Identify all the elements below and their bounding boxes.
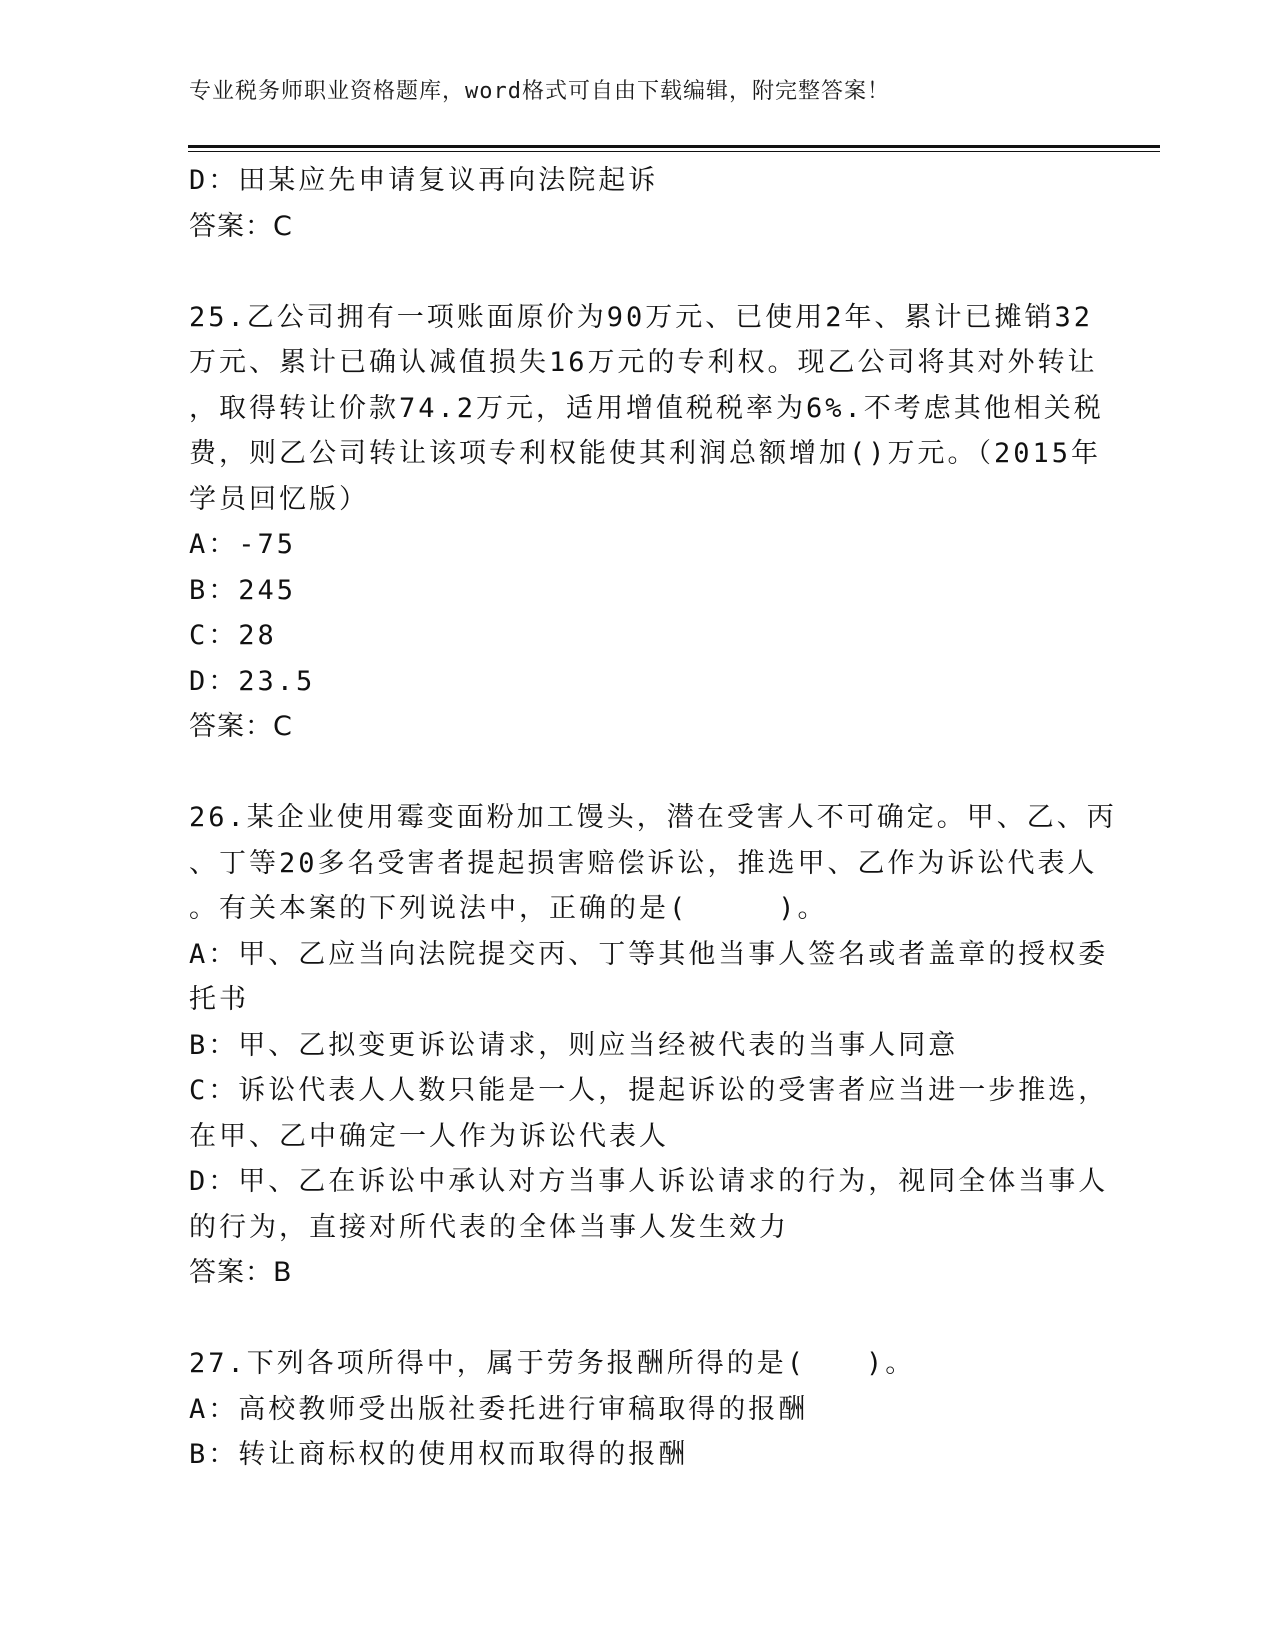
q27-option-b: B：转让商标权的使用权而取得的报酬 [189, 1439, 689, 1470]
q26-option-a-cont: 托书 [189, 984, 249, 1015]
q27-option-a: A：高校教师受出版社委托进行审稿取得的报酬 [189, 1393, 809, 1425]
page-header: 专业税务师职业资格题库，word格式可自由下载编辑，附完整答案！ [189, 79, 890, 104]
q26-option-c-cont: 在甲、乙中确定一人作为诉讼代表人 [189, 1120, 669, 1152]
header-rule-thin [188, 151, 1160, 152]
q25-stem-line: 25.乙公司拥有一项账面原价为90万元、已使用2年、累计已摊销32 [189, 301, 1094, 333]
q25-stem-line: 费，则乙公司转让该项专利权能使其利润总额增加()万元。（2015年 [189, 438, 1102, 469]
q25-answer: 答案：C [189, 711, 293, 742]
q26-option-d-cont: 的行为，直接对所代表的全体当事人发生效力 [189, 1211, 789, 1243]
document-body [189, 158, 1117, 1478]
q25-option-a: A：-75 [189, 529, 297, 560]
q25-option-b: B：245 [189, 574, 297, 606]
header-rule-thick [188, 145, 1160, 148]
q25-stem-line: 万元、累计已确认减值损失16万元的专利权。现乙公司将其对外转让 [189, 347, 1098, 378]
q26-stem-line: 、丁等20多名受害者提起损害赔偿诉讼，推选甲、乙作为诉讼代表人 [189, 847, 1098, 879]
prev-answer: 答案：C [189, 210, 293, 242]
q26-option-d: D：甲、乙在诉讼中承认对方当事人诉讼请求的行为，视同全体当事人 [189, 1166, 1109, 1197]
q27-stem-line: 27.下列各项所得中，属于劳务报酬所得的是( )。 [189, 1348, 916, 1379]
prev-option-d: D：田某应先申请复议再向法院起诉 [189, 165, 659, 196]
q25-option-d: D：23.5 [189, 665, 316, 697]
q26-stem-line: 26.某企业使用霉变面粉加工馒头，潜在受害人不可确定。甲、乙、丙 [189, 802, 1117, 833]
q26-option-b: B：甲、乙拟变更诉讼请求，则应当经被代表的当事人同意 [189, 1029, 959, 1061]
spacer [189, 750, 1089, 796]
q26-option-c: C：诉讼代表人人数只能是一人，提起诉讼的受害者应当进一步推选， [189, 1075, 1109, 1106]
q26-option-a: A：甲、乙应当向法院提交丙、丁等其他当事人签名或者盖章的授权委 [189, 938, 1109, 970]
spacer [189, 249, 1089, 295]
q25-option-c: C：28 [189, 620, 277, 651]
q25-stem-line: ，取得转让价款74.2万元，适用增值税税率为6%.不考虑其他相关税 [189, 392, 1104, 424]
q26-stem-line: 。有关本案的下列说法中，正确的是( )。 [189, 893, 828, 924]
q25-stem-line: 学员回忆版） [189, 483, 369, 515]
q26-answer: 答案：B [189, 1257, 293, 1288]
spacer [189, 1296, 1089, 1342]
